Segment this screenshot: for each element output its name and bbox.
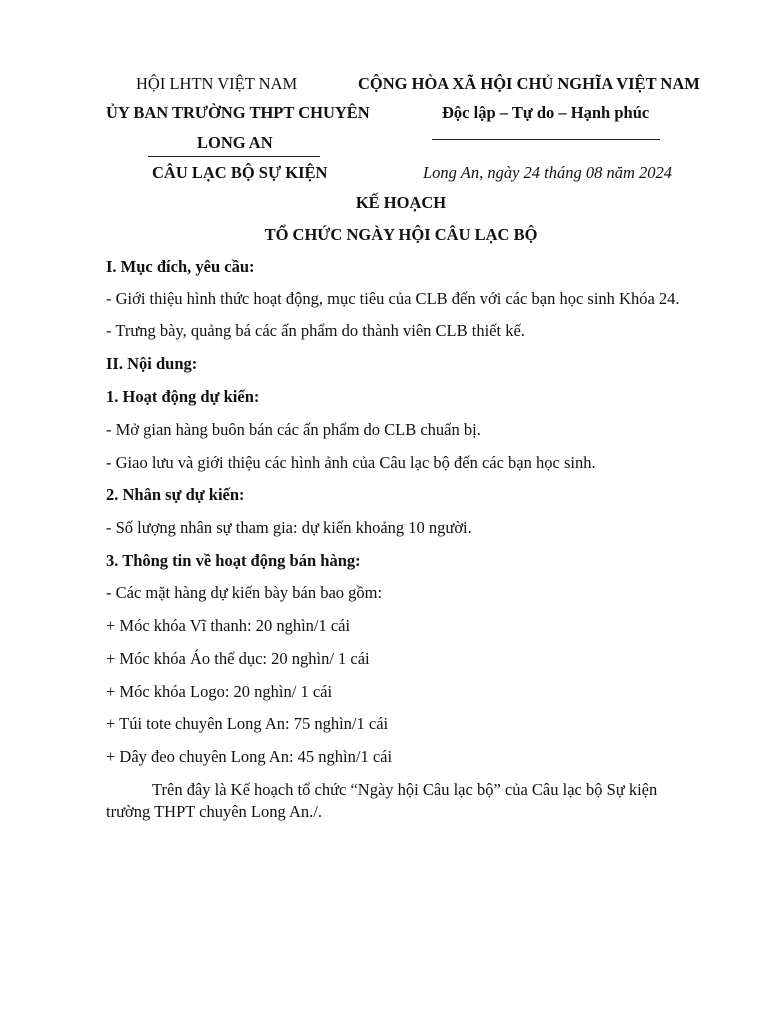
product-item: + Móc khóa Logo: 20 nghìn/ 1 cái xyxy=(106,682,333,701)
subsection-1-heading: 1. Hoạt động dự kiến: xyxy=(106,387,260,406)
document-header xyxy=(106,70,700,188)
place-date: Long An, ngày 24 tháng 08 năm 2024 xyxy=(423,163,673,182)
section-1-item-1: - Giới thiệu hình thức hoạt động, mục tiêu của CLB đến với các bạn học sinh Khóa 24. xyxy=(106,289,680,308)
product-item: + Móc khóa Vĩ thanh: 20 nghìn/1 cái xyxy=(106,616,351,635)
doc-title: KẾ HOẠCH xyxy=(355,193,447,212)
product-item: + Móc khóa Áo thể dục: 20 nghìn/ 1 cái xyxy=(106,649,370,668)
product-item: + Túi tote chuyên Long An: 75 nghìn/1 cái xyxy=(106,714,389,733)
org-underline xyxy=(148,156,320,157)
section-1-heading: I. Mục đích, yêu cầu: xyxy=(106,257,255,276)
doc-subtitle: TỔ CHỨC NGÀY HỘI CÂU LẠC BỘ xyxy=(264,225,538,244)
subsection-1-item-2: - Giao lưu và giới thiệu các hình ảnh của Câu lạc bộ đến các bạn học sinh. xyxy=(106,453,596,472)
org-line-2: ỦY BAN TRƯỜNG THPT CHUYÊN xyxy=(106,103,370,122)
motto-underline xyxy=(432,139,660,140)
org-line-1: HỘI LHTN VIỆT NAM xyxy=(136,74,298,93)
subsection-3-intro: - Các mặt hàng dự kiến bày bán bao gồm: xyxy=(106,583,383,602)
subsection-2-item-1: - Số lượng nhân sự tham gia: dự kiến khoảng 10 người. xyxy=(106,518,472,537)
subsection-1-item-1: - Mở gian hàng buôn bán các ấn phẩm do CLB chuẩn bị. xyxy=(106,420,481,439)
section-2-heading: II. Nội dung: xyxy=(106,354,198,373)
nation-motto: Độc lập – Tự do – Hạnh phúc xyxy=(442,103,650,122)
section-1-item-2: - Trưng bày, quảng bá các ấn phẩm do thành viên CLB thiết kế. xyxy=(106,321,525,340)
product-item: + Dây đeo chuyên Long An: 45 nghìn/1 cái xyxy=(106,747,393,766)
nation-title: CỘNG HÒA XÃ HỘI CHỦ NGHĨA VIỆT NAM xyxy=(358,74,700,93)
subsection-2-heading: 2. Nhân sự dự kiến: xyxy=(106,485,245,504)
subsection-3-heading: 3. Thông tin về hoạt động bán hàng: xyxy=(106,551,361,570)
org-line-3: LONG AN xyxy=(197,133,273,152)
org-line-4: CÂU LẠC BỘ SỰ KIỆN xyxy=(152,163,328,182)
closing-paragraph: Trên đây là Kế hoạch tổ chức “Ngày hội Câu lạc bộ” của Câu lạc bộ Sự kiện trường THPT chuyên Long An./. xyxy=(106,780,658,821)
document-page xyxy=(106,70,700,823)
